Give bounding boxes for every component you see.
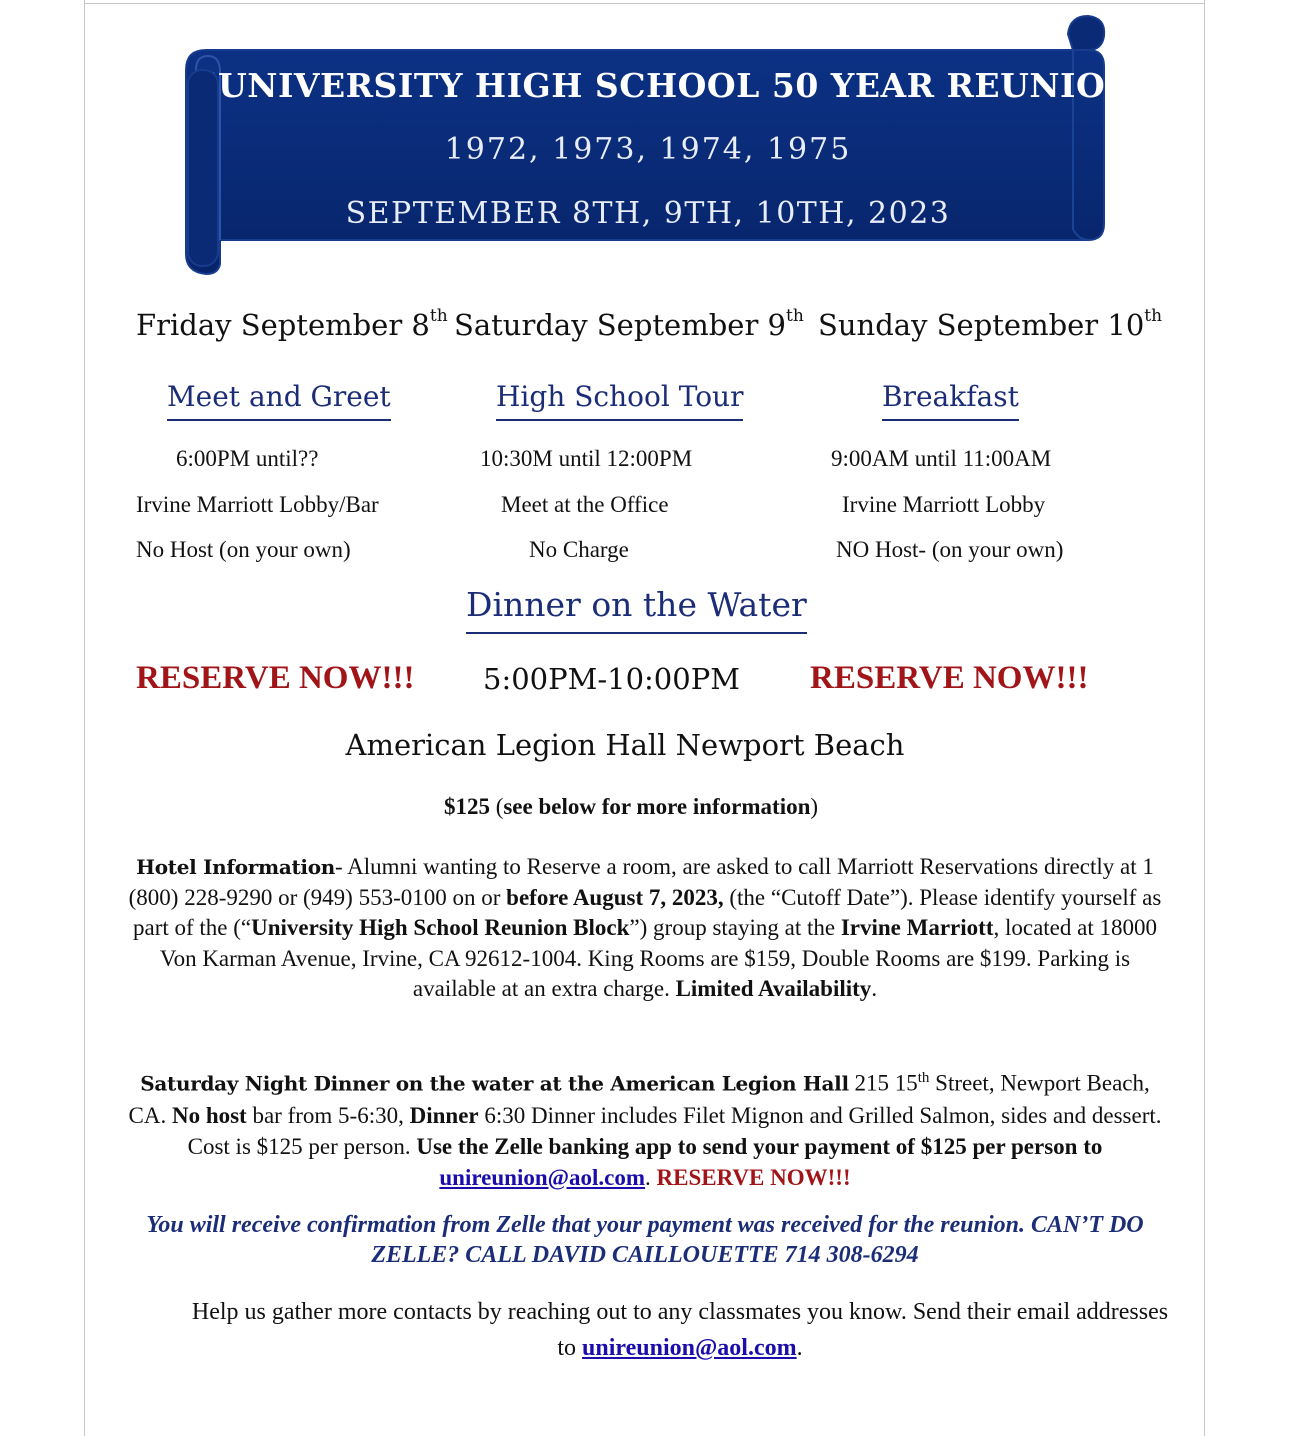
hotel-text-1: - Alumni wanting to Reserve a room, are asked to call Marriott Reservations directly at 1 (800) 228-9290 or (949) 553-0100 on or: [128, 854, 1154, 910]
reserve-now-right: RESERVE NOW!!!: [810, 660, 1089, 696]
meet-and-greet-title: Meet and Greet: [167, 380, 391, 421]
dinner-text-1: 215 15: [848, 1070, 918, 1096]
sunday-heading: [818, 308, 1162, 342]
dinner-venue: American Legion Hall Newport Beach: [345, 728, 905, 762]
reserve-now-left: RESERVE NOW!!!: [136, 660, 415, 696]
page-border-left: [84, 0, 85, 1436]
hotel-block-name: University High School Reunion Block: [251, 915, 630, 940]
price-paren-close: ): [810, 794, 819, 819]
hotel-information: [128, 852, 1162, 1005]
saturday-place: Meet at the Office: [501, 492, 669, 517]
saturday-heading: [454, 308, 804, 342]
sunday-cost: NO Host- (on your own): [836, 537, 1064, 562]
dinner-text-2: Street, Newport Beach, CA.: [128, 1070, 1150, 1128]
dinner-text-5: .: [645, 1164, 657, 1190]
friday-place: Irvine Marriott Lobby/Bar: [136, 492, 379, 517]
dinner-bold: Dinner: [409, 1102, 479, 1128]
reserve-now-inline: RESERVE NOW!!!: [656, 1164, 851, 1190]
page-border-right: [1204, 0, 1205, 1436]
reunion-title: UNIVERSITY HIGH SCHOOL 50 YEAR REUNION: [218, 66, 1136, 105]
dinner-price: [0, 794, 1262, 820]
price-note: see below for more information: [503, 794, 811, 819]
hotel-text-3: ”) group staying at the: [629, 915, 841, 940]
hotel-text-2: (the “Cutoff Date”). Please identify yourself as part of the (“: [133, 884, 1162, 940]
saturday-heading-sup: th: [785, 306, 804, 326]
zelle-confirmation-note: You will receive confirmation from Zelle that your payment was received for the reunion. CAN’T DO ZELLE? CALL DAVID CAILLOUETTE 714 308-6294: [146, 1212, 1144, 1268]
help-end: .: [796, 1335, 803, 1361]
sunday-time: 9:00AM until 11:00AM: [831, 446, 1052, 471]
breakfast-title: Breakfast: [882, 380, 1019, 421]
sunday-place: Irvine Marriott Lobby: [842, 492, 1046, 517]
saturday-heading-text: Saturday September 9: [454, 308, 786, 342]
sunday-heading-sup: th: [1144, 306, 1163, 326]
dinner-lead: Saturday Night Dinner on the water at the American Legion Hall: [140, 1071, 849, 1096]
friday-heading-sup: th: [429, 306, 448, 326]
dinner-text-4: 6:30 Dinner includes Filet Mignon and Grilled Salmon, sides and dessert. Cost is $125 per person.: [187, 1102, 1162, 1159]
hotel-availability: Limited Availability: [675, 976, 872, 1001]
zelle-instruction: Use the Zelle banking app to send your payment of $125 per person to: [416, 1133, 1103, 1159]
page-border-top: [84, 3, 1205, 4]
zelle-email-link[interactable]: unireunion@aol.com: [439, 1164, 646, 1190]
dinner-text-3: bar from 5-6:30,: [246, 1102, 410, 1128]
dinner-information: [128, 1063, 1162, 1193]
price-amount: $125: [443, 794, 490, 819]
contacts-email-link[interactable]: unireunion@aol.com: [582, 1335, 797, 1361]
class-years: 1972, 1973, 1974, 1975: [444, 132, 852, 167]
saturday-time: 10:30M until 12:00PM: [480, 446, 693, 471]
scroll-banner: [178, 14, 1136, 276]
hotel-text-4: , located at 18000 Von Karman Avenue, Irvine, CA 92612-1004. King Rooms are $159, Double Rooms are $199. Parking is available at an extra charge.: [159, 915, 1157, 1001]
saturday-cost: No Charge: [529, 537, 629, 562]
help-text: Help us gather more contacts by reaching out to any classmates you know. Send their email addresses to: [191, 1299, 1169, 1361]
hotel-cutoff: before August 7, 2023,: [506, 884, 724, 910]
dinner-sup: th: [917, 1070, 930, 1086]
dinner-on-the-water-title: Dinner on the Water: [466, 585, 807, 634]
sunday-heading-text: Sunday September 10: [818, 308, 1145, 342]
dinner-time: 5:00PM-10:00PM: [483, 662, 740, 696]
friday-cost: No Host (on your own): [136, 537, 351, 562]
dinner-no-host: No host: [171, 1102, 247, 1128]
help-gather-contacts: [190, 1294, 1170, 1366]
hotel-name: Irvine Marriott: [840, 915, 994, 940]
hotel-lead: Hotel Information: [136, 855, 336, 879]
price-paren-open: (: [489, 794, 504, 819]
friday-heading-text: Friday September 8: [136, 308, 430, 342]
high-school-tour-title: High School Tour: [496, 380, 743, 421]
reunion-dates: SEPTEMBER 8TH, 9TH, 10TH, 2023: [345, 196, 951, 231]
hotel-text-5: .: [871, 976, 878, 1001]
friday-time: 6:00PM until??: [176, 446, 319, 471]
friday-heading: [136, 308, 448, 342]
